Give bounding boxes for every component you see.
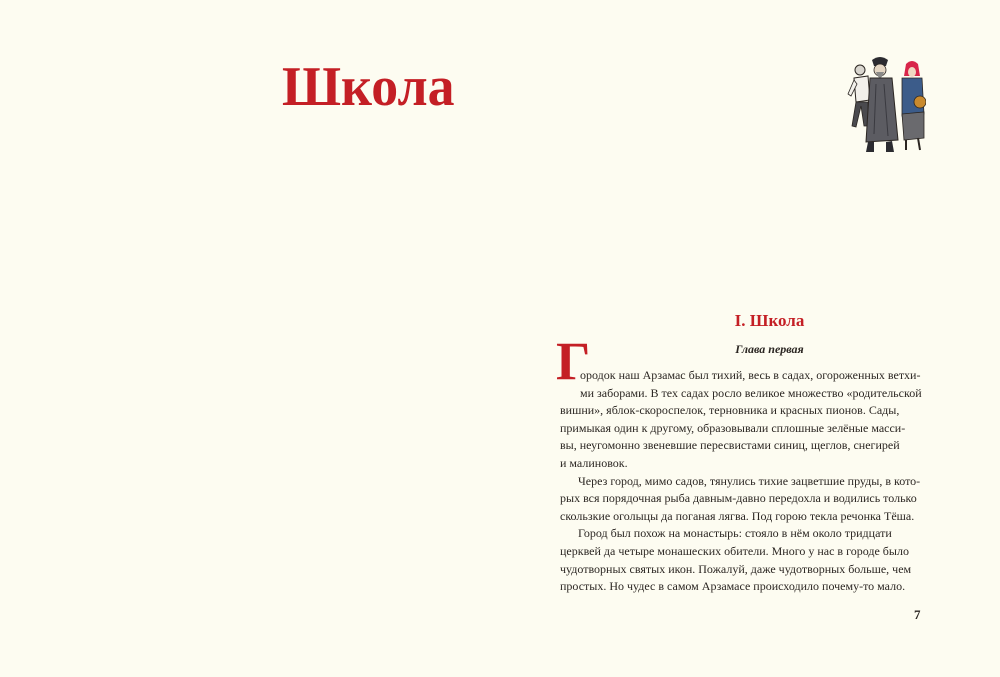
text-line: примыкая один к другому, образовывали сплошные зелёные масси- — [560, 420, 906, 435]
text-line: простых. Но чудес в самом Арзамасе происходило почему-то мало. — [560, 579, 906, 594]
text-line: вы, неугомонно звеневшие пересвистами синиц, щеглов, снегирей — [560, 438, 900, 453]
figures-illustration — [846, 54, 926, 154]
boy-figure — [848, 65, 870, 127]
text-line: церквей да четыре монашеских обители. Много у нас в городе было — [560, 543, 909, 558]
text-line: Город был похож на монастырь: стояло в нём около тридцати — [578, 526, 892, 541]
text-line: ми заборами. В тех садах росло великое множество «родительской — [580, 385, 922, 400]
page-number: 7 — [914, 607, 921, 622]
text-line: рых вся порядочная рыба давным-давно передохла и водились только — [560, 491, 917, 506]
chapter-body — [560, 367, 922, 596]
text-line: скользкие оголыцы да поганая лягва. Под горою текла речонка Тёша. — [560, 508, 915, 523]
text-line: чудотворных святых икон. Пожалуй, даже чудотворных больше, чем — [560, 561, 912, 576]
right-page — [500, 0, 1000, 677]
chapter-subtitle: Глава первая — [735, 342, 804, 356]
woman-figure — [902, 61, 926, 150]
text-line: Через город, мимо садов, тянулись тихие зацветшие пруды, в кото- — [578, 473, 921, 488]
text-line: вишни», яблок-скороспелок, терновника и красных пионов. Сады, — [560, 403, 900, 418]
part-title: Школа — [282, 56, 455, 118]
text-line: и малиновок. — [560, 455, 628, 470]
man-figure — [866, 57, 898, 152]
drop-cap: Г — [556, 331, 591, 391]
text-line: ородок наш Арзамас был тихий, весь в садах, огороженных ветхи- — [580, 368, 921, 382]
chapter-title: I. Школа — [734, 311, 805, 330]
